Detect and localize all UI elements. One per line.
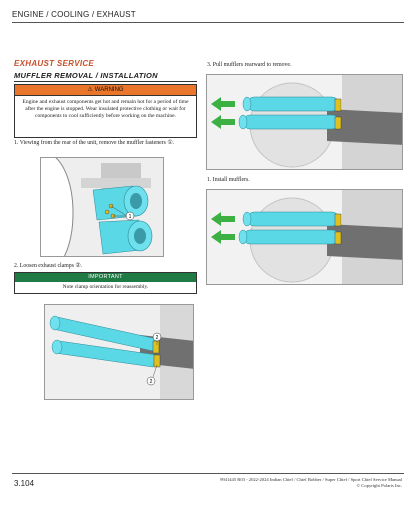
figure-install-mufflers — [206, 189, 403, 285]
figure-remove-fasteners — [40, 157, 164, 257]
figure-pull-mufflers — [206, 74, 403, 170]
warning-text: Engine and exhaust components get hot and remain hot for a period of time after the engine is stopped. Wear insulated protective clothing or wait for components to cool sufficiently before working on the machine. — [22, 99, 189, 119]
step-1-text: 1. Viewing from the rear of the unit, remove the muffler fasteners ①. — [14, 140, 174, 146]
callout-1: 1 — [128, 214, 132, 220]
subsection-title: MUFFLER REMOVAL / INSTALLATION — [14, 71, 158, 80]
step-3-text: 3. Pull mufflers rearward to remove. — [207, 62, 292, 68]
figure-loosen-clamps-image — [45, 305, 194, 400]
muffler-upper — [243, 97, 339, 111]
copyright: © Copyright Polaris Inc. — [356, 483, 402, 488]
muffler-lower — [239, 230, 339, 244]
figure-remove-fasteners-image — [41, 158, 164, 257]
important-text: Note clamp orientation for reassembly. — [62, 284, 149, 290]
step-2-text: 2. Loosen exhaust clamps ②. — [14, 263, 82, 269]
muffler-upper — [243, 212, 339, 226]
manual-title: 9941445 R03 - 2022-2024 Indian Chief / Chief Bobber / Super Chief / Sport Chief Service Manual — [220, 477, 402, 482]
figure-pull-mufflers-image — [207, 75, 403, 170]
callout-2-upper: 2 — [155, 335, 159, 341]
figure-loosen-clamps — [44, 304, 194, 400]
footer-manual-info — [220, 477, 402, 489]
install-step-1-text: 1. Install mufflers. — [207, 177, 250, 183]
muffler-lower — [239, 115, 339, 129]
warning-icon: ⚠ — [87, 87, 93, 93]
page-number: 3.104 — [14, 479, 35, 488]
muffler-upper — [93, 186, 148, 220]
footer-divider — [12, 473, 404, 474]
warning-box — [14, 84, 197, 138]
muffler-lower — [99, 220, 152, 254]
warning-label: WARNING — [94, 87, 124, 93]
figure-install-mufflers-image — [207, 190, 403, 285]
callout-2-lower: 2 — [149, 379, 153, 385]
warning-header — [15, 85, 196, 96]
important-box — [14, 272, 197, 294]
breadcrumb: ENGINE / COOLING / EXHAUST — [12, 10, 136, 19]
header-divider — [12, 22, 404, 23]
section-title: EXHAUST SERVICE — [14, 59, 95, 68]
subsection-divider — [14, 81, 197, 82]
important-label: IMPORTANT — [15, 273, 196, 282]
